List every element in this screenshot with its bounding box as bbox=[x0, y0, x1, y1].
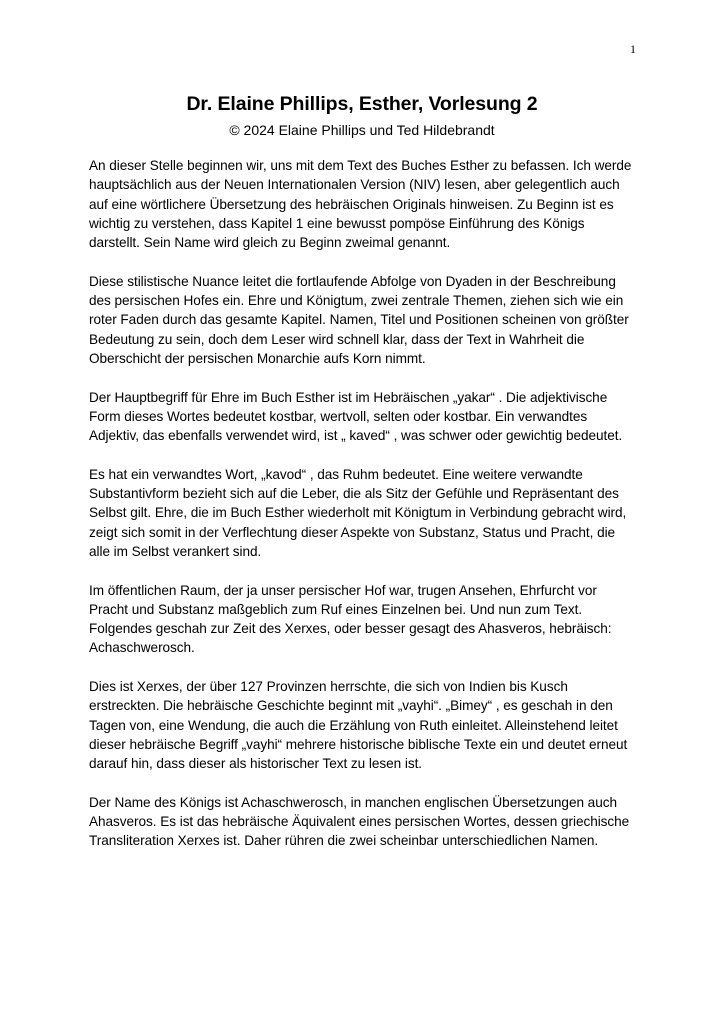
paragraph: Es hat ein verwandtes Wort, „kavod“ , das Ruhm bedeutet. Eine weitere verwandte Substantivform bezieht sich auf die Leber, die als Sitz der Gefühle und Repräsentant des Selbst gilt. Ehre, die im Buch Esther wiederholt mit Königtum in Verbindung gebracht wird, zeigt sich somit in der Verflechtung dieser Aspekte von Substanz, Status und Pracht, die alle im Selbst verankert sind. bbox=[89, 466, 627, 559]
paragraph: An dieser Stelle beginnen wir, uns mit dem Text des Buches Esther zu befassen. Ich werde hauptsächlich aus der Neuen Internationalen Version (NIV) lesen, aber gelegentlich auch auf eine wörtlichere Übersetzung des hebräischen Originals hinweisen. Zu Beginn ist es wichtig zu verstehen, dass Kapitel 1 eine bewusst pompöse Einführung des Königs darstellt. Sein Name wird gleich zu Beginn zweimal genannt. bbox=[89, 158, 632, 251]
paragraph: Diese stilistische Nuance leitet die fortlaufende Abfolge von Dyaden in der Beschreibung des persischen Hofes ein. Ehre und Königtum, zwei zentrale Themen, ziehen sich wie ein roter Faden durch das gesamte Kapitel. Namen, Titel und Positionen scheinen von größter Bedeutung zu sein, doch dem Leser wird schnell klar, dass der Text in Wahrheit die Oberschicht der persischen Monarchie aufs Korn nimmt. bbox=[89, 273, 629, 366]
copyright-line: © 2024 Elaine Phillips und Ted Hildebrandt bbox=[229, 122, 495, 138]
paragraph: Im öffentlichen Raum, der ja unser persischer Hof war, trugen Ansehen, Ehrfurcht vor Pracht und Substanz maßgeblich zum Ruf eines Einzelnen bei. Und nun zum Text. Folgendes geschah zur Zeit des Xerxes, oder besser gesagt des Ahasveros, hebräisch: Achaschwerosch. bbox=[89, 582, 612, 656]
paragraph: Dies ist Xerxes, der über 127 Provinzen herrschte, die sich von Indien bis Kusch erstreckten. Die hebräische Geschichte beginnt mit „vayhi“. „Bimey“ , es geschah in den Tagen von, eine Wendung, die auch die Erzählung von Ruth einleitet. Alleinstehend leitet dieser hebräische Begriff „vayhi“ mehrere historische biblische Texte ein und deutet erneut darauf hin, dass dieser als historischer Text zu lesen ist. bbox=[89, 679, 628, 772]
paragraph: Der Name des Königs ist Achaschwerosch, in manchen englischen Übersetzungen auch Ahasveros. Es ist das hebräische Äquivalent eines persischen Wortes, dessen griechische Transliteration Xerxes ist. Daher rühren die zwei scheinbar unterschiedlichen Namen. bbox=[89, 794, 630, 849]
paragraph: Der Hauptbegriff für Ehre im Buch Esther ist im Hebräischen „yakar“ . Die adjektivische Form dieses Wortes bedeutet kostbar, wertvoll, selten oder kostbar. Ein verwandtes Adjektiv, das ebenfalls verwendet wird, ist „ kaved“ , was schwer oder gewichtig bedeutet. bbox=[89, 389, 623, 444]
page-number: 1 bbox=[630, 42, 636, 56]
document-title: Dr. Elaine Phillips, Esther, Vorlesung 2 bbox=[186, 93, 538, 115]
document-body bbox=[89, 156, 637, 870]
